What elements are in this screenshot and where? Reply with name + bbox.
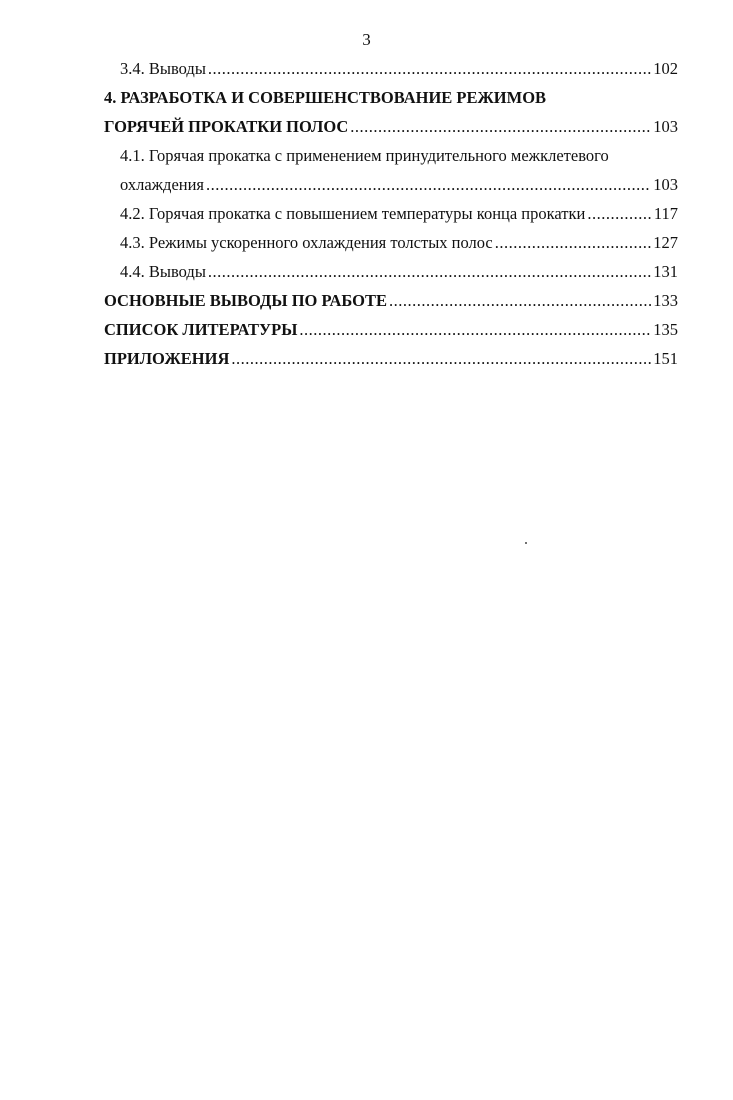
dot-leader <box>587 199 651 228</box>
toc-entry-page: 117 <box>653 204 678 223</box>
toc-entry-title: 4.1. Горячая прокатка с применением принудительного межклетевого <box>120 146 609 165</box>
toc-entry-page: 151 <box>653 349 678 368</box>
dot-leader <box>495 228 652 257</box>
toc-entry-chapter-4-line-1 <box>104 83 678 112</box>
toc-entry-4-3 <box>104 228 678 257</box>
dot-leader <box>389 286 651 315</box>
toc-entry-4-2 <box>104 199 678 228</box>
scan-speck <box>525 542 527 544</box>
dot-leader <box>299 315 651 344</box>
toc-entry-title: 4.3. Режимы ускоренного охлаждения толстых полос <box>120 233 493 252</box>
dot-leader <box>350 112 651 141</box>
dot-leader <box>231 344 651 373</box>
toc-entry-main-conclusions <box>104 286 678 315</box>
toc-entry-title: СПИСОК ЛИТЕРАТУРЫ <box>104 320 298 339</box>
toc-entry-chapter-4-line-2 <box>104 112 678 141</box>
toc-entry-page: 133 <box>653 291 678 310</box>
toc-entry-title: ПРИЛОЖЕНИЯ <box>104 349 230 368</box>
toc-entry-4-4 <box>104 257 678 286</box>
toc-entry-title: ГОРЯЧЕЙ ПРОКАТКИ ПОЛОС <box>104 117 349 136</box>
toc-entry-references <box>104 315 678 344</box>
toc-entry-title: 3.4. Выводы <box>120 59 206 78</box>
toc-entry-title: охлаждения <box>120 175 205 194</box>
toc-entry-title: 4.2. Горячая прокатка с повышением температуры конца прокатки <box>120 204 586 223</box>
toc-entry-page: 102 <box>653 59 678 78</box>
table-of-contents <box>104 54 678 373</box>
dot-leader <box>206 170 651 199</box>
toc-entry-4-1-line-2 <box>104 170 678 199</box>
toc-entry-page: 131 <box>653 262 678 281</box>
toc-entry-title: ОСНОВНЫЕ ВЫВОДЫ ПО РАБОТЕ <box>104 291 388 310</box>
toc-entry-page: 103 <box>653 117 678 136</box>
toc-entry-page: 103 <box>653 175 678 194</box>
toc-entry-3-4 <box>104 54 678 83</box>
page-number: 3 <box>362 30 371 49</box>
dot-leader <box>208 54 651 83</box>
toc-entry-title: 4. РАЗРАБОТКА И СОВЕРШЕНСТВОВАНИЕ РЕЖИМОВ <box>104 88 547 107</box>
toc-entry-appendices <box>104 344 678 373</box>
toc-entry-page: 135 <box>653 320 678 339</box>
toc-entry-4-1-line-1 <box>104 141 678 170</box>
dot-leader <box>208 257 651 286</box>
toc-entry-title: 4.4. Выводы <box>120 262 206 281</box>
toc-entry-page: 127 <box>653 233 678 252</box>
